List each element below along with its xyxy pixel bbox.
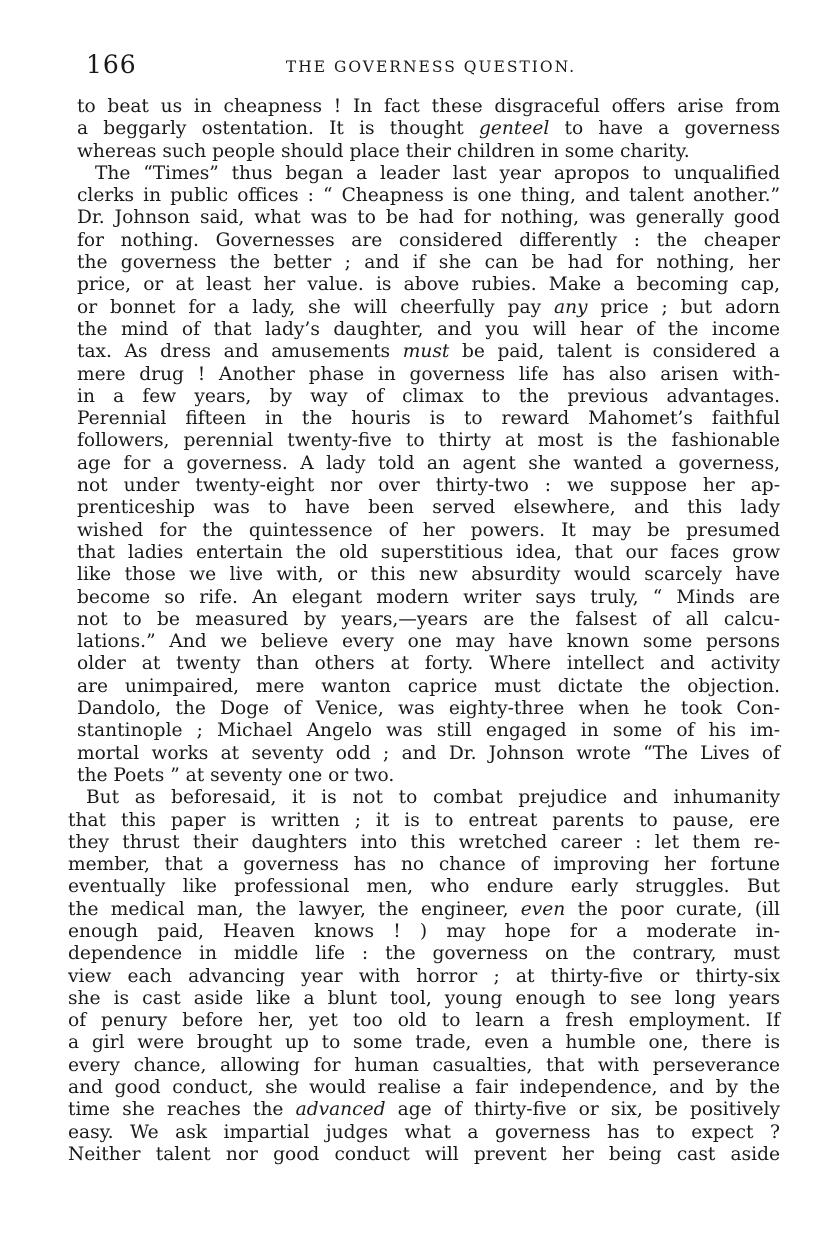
text-line xyxy=(68,676,780,698)
text-line xyxy=(68,475,780,497)
text-line xyxy=(68,96,780,118)
text-run: Dr. Johnson said, what was to be had for nothing, was generally good xyxy=(77,207,780,229)
text-run: are unimpaired, mere wanton caprice must dictate the objection. xyxy=(77,675,780,697)
text-run: older at twenty than others at forty. Where intellect and activity xyxy=(77,653,780,675)
text-run: of penury before her, yet too old to learn a fresh employment. If xyxy=(68,1010,780,1032)
text-run: for nothing. Governesses are considered differently : the cheaper xyxy=(77,229,780,251)
text-run: the poor curate, (ill xyxy=(565,898,780,920)
text-run: be paid, talent is considered a xyxy=(449,341,780,363)
text-line xyxy=(68,787,780,809)
text-line xyxy=(68,1099,780,1121)
text-line xyxy=(68,542,780,564)
text-run: to have a governess xyxy=(549,118,780,140)
text-line xyxy=(68,1055,780,1077)
text-run: become so rife. An elegant modern writer says truly, “ Minds are xyxy=(77,586,780,608)
text-line xyxy=(68,497,780,519)
text-line xyxy=(68,854,780,876)
text-line xyxy=(68,832,780,854)
text-line xyxy=(68,631,780,653)
text-run: Dandolo, the Doge of Venice, was eighty-three when he took Con- xyxy=(77,698,780,720)
italic-word: advanced xyxy=(295,1099,386,1121)
text-run: she is cast aside like a blunt tool, young enough to see long years xyxy=(68,987,780,1009)
text-run: price ; but adorn xyxy=(587,296,780,318)
text-run: enough paid, Heaven knows ! ) may hope for a moderate in- xyxy=(68,920,780,942)
text-line xyxy=(68,988,780,1010)
text-run: a beggarly ostentation. It is thought xyxy=(77,118,479,140)
text-line xyxy=(68,921,780,943)
text-line xyxy=(68,453,780,475)
text-line xyxy=(68,430,780,452)
text-line xyxy=(68,743,780,765)
text-run: The “Times” thus began a leader last year apropos to unqualified xyxy=(95,162,780,184)
text-run: stantinople ; Michael Angelo was still engaged in some of his im- xyxy=(77,720,780,742)
text-line xyxy=(68,587,780,609)
text-line xyxy=(68,564,780,586)
text-line xyxy=(68,966,780,988)
text-line xyxy=(68,207,780,229)
running-title: THE GOVERNESS QUESTION. xyxy=(285,58,577,76)
text-line xyxy=(68,520,780,542)
text-line xyxy=(68,1122,780,1144)
text-run: followers, perennial twenty-five to thirty at most is the fashionable xyxy=(77,430,780,452)
text-run: price, or at least her value. is above rubies. Make a becoming cap, xyxy=(77,274,780,296)
text-line xyxy=(68,364,780,386)
text-line xyxy=(68,765,780,787)
text-run: clerks in public offices : “ Cheapness is one thing, and talent another.” xyxy=(77,185,780,207)
text-line xyxy=(68,899,780,921)
text-run: lations.” And we believe every one may have known some persons xyxy=(77,631,780,653)
text-line xyxy=(68,230,780,252)
text-run: to beat us in cheapness ! In fact these disgraceful offers arise from xyxy=(77,96,780,117)
text-run: dependence in middle life : the governess on the contrary, must xyxy=(68,943,780,965)
text-line xyxy=(68,720,780,742)
text-line xyxy=(68,653,780,675)
text-line xyxy=(68,1144,780,1166)
text-line xyxy=(68,408,780,430)
text-run: not to be measured by years,—years are the falsest of all calcu- xyxy=(77,608,780,630)
text-run: mortal works at seventy odd ; and Dr. Johnson wrote “The Lives of xyxy=(77,742,780,764)
text-line xyxy=(68,274,780,296)
text-run: that this paper is written ; it is to entreat parents to pause, ere xyxy=(68,809,780,831)
text-run: in a few years, by way of climax to the previous advantages. xyxy=(77,385,780,407)
text-line xyxy=(68,386,780,408)
text-run: wished for the quintessence of her powers. It may be presumed xyxy=(77,519,780,541)
page-number: 166 xyxy=(86,50,137,79)
text-run: like those we live with, or this new absurdity would scarcely have xyxy=(77,564,780,586)
text-run: member, that a governess has no chance of improving her fortune xyxy=(68,854,780,876)
text-run: view each advancing year with horror ; at thirty-five or thirty-six xyxy=(68,965,780,987)
text-line xyxy=(68,943,780,965)
italic-word: genteel xyxy=(478,118,550,140)
text-run: that ladies entertain the old superstitious idea, that our faces grow xyxy=(77,541,780,563)
text-run: easy. We ask impartial judges what a governess has to expect ? xyxy=(68,1121,780,1143)
text-run: tax. As dress and amusements xyxy=(77,341,403,363)
text-run: every chance, allowing for human casualties, that with perseverance xyxy=(68,1054,780,1076)
text-run: and good conduct, she would realise a fair independence, and by the xyxy=(68,1077,780,1099)
text-line xyxy=(68,185,780,207)
page-header xyxy=(86,50,776,84)
text-line xyxy=(68,1010,780,1032)
text-run: they thrust their daughters into this wretched career : let them re- xyxy=(68,831,780,853)
text-run: prenticeship was to have been served elsewhere, and this lady xyxy=(77,497,780,519)
text-run: mere drug ! Another phase in governess life has also arisen with- xyxy=(77,363,780,385)
text-line xyxy=(68,163,780,185)
text-run: the medical man, the lawyer, the engineer, xyxy=(68,898,521,920)
text-line xyxy=(68,698,780,720)
italic-word: even xyxy=(520,898,566,920)
italic-word: must xyxy=(402,341,450,363)
text-line xyxy=(68,118,780,140)
italic-word: any xyxy=(553,296,588,318)
text-line xyxy=(68,141,780,163)
text-line xyxy=(68,319,780,341)
body-text xyxy=(68,96,780,1166)
text-run: whereas such people should place their children in some charity. xyxy=(77,140,690,162)
text-line xyxy=(68,1077,780,1099)
text-run: not under twenty-eight nor over thirty-two : we suppose her ap- xyxy=(77,475,780,497)
text-run: Neither talent nor good conduct will prevent her being cast aside xyxy=(68,1143,780,1165)
text-line xyxy=(68,1032,780,1054)
text-line xyxy=(68,609,780,631)
text-run: time she reaches the xyxy=(68,1099,296,1121)
text-run: But as beforesaid, it is not to combat prejudice and inhumanity xyxy=(86,787,780,809)
text-run: age for a governess. A lady told an agent she wanted a governess, xyxy=(77,452,780,474)
text-run: the mind of that lady’s daughter, and you will hear of the income xyxy=(77,318,780,340)
text-run: age of thirty-five or six, be positively xyxy=(385,1099,780,1121)
text-line xyxy=(68,876,780,898)
text-run: or bonnet for a lady, she will cheerfully pay xyxy=(77,296,554,318)
text-line xyxy=(68,252,780,274)
text-run: a girl were brought up to some trade, even a humble one, there is xyxy=(68,1032,780,1054)
text-run: Perennial fifteen in the houris is to reward Mahomet’s faithful xyxy=(77,408,780,430)
text-line xyxy=(68,810,780,832)
text-run: the governess the better ; and if she can be had for nothing, her xyxy=(77,252,780,274)
text-run: the Poets ” at seventy one or two. xyxy=(77,764,395,786)
text-line xyxy=(68,341,780,363)
text-line xyxy=(68,297,780,319)
text-run: eventually like professional men, who endure early struggles. But xyxy=(68,876,780,898)
